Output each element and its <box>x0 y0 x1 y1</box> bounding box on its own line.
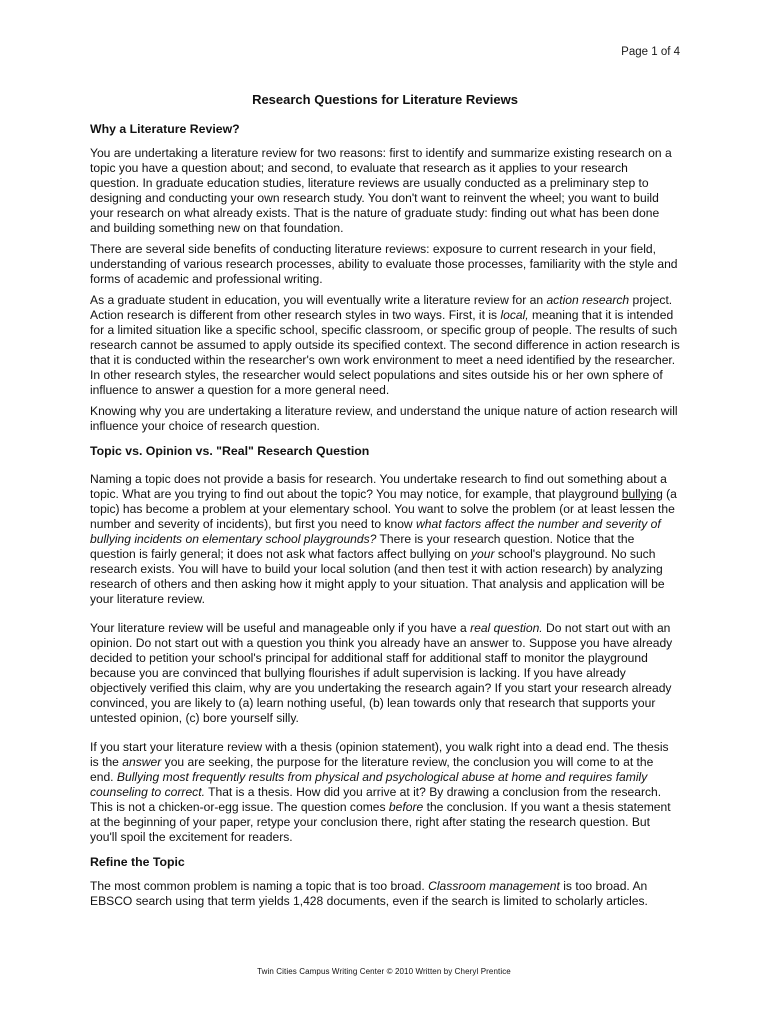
document-title: Research Questions for Literature Reviews <box>252 92 518 107</box>
paragraph: Naming a topic does not provide a basis for research. You undertake research to find out something about a topic. What are you trying to find out about the topic? You may notice, for example, that playground bullying (a topic) has become a problem at your elementary school. You want to solve the problem (or at least lessen the number and severity of incidents), but first you need to know what factors affect the number and severity of bullying incidents on elementary school playgrounds? There is your research question. Notice that the question is fairly general; it does not ask what factors affect bullying on your school's playground. No such research exists. You will have to build your local solution (and then test it with action research) by analyzing research of others and then asking how it might apply to your situation. That analysis and application will be your literature review. <box>90 472 677 606</box>
paragraph: There are several side benefits of conducting literature reviews: exposure to current research in your field, understanding of various research processes, ability to evaluate those processes, familiarity with the style and forms of academic and professional writing. <box>90 242 678 286</box>
paragraph: If you start your literature review with a thesis (opinion statement), you walk right into a dead end. The thesis is the answer you are seeking, the purpose for the literature review, the conclusion you will come to at the end. Bullying most frequently results from physical and psychological abuse at home and requires family counseling to correct. That is a thesis. How did you arrive at it? By drawing a conclusion from the research. This is not a chicken-or-egg issue. The question comes before the conclusion. If you want a thesis statement at the beginning of your paper, retype your conclusion there, right after stating the research question. But you'll spoil the excitement for readers. <box>90 740 671 844</box>
page-number: Page 1 of 4 <box>621 46 680 58</box>
paragraph: As a graduate student in education, you will eventually write a literature review for an action research project. Action research is different from other research styles in two ways. First, it is local, meaning that it is intended for a limited situation like a specific school, specific classroom, or specific group of people. The results of such research cannot be assumed to apply outside its specified context. The second difference in action research is that it is conducted within the researcher's own work environment to meet a need identified by the researcher. In other research styles, the researcher would select populations and sites outside his or her own sphere of influence to answer a question for a more general need. <box>90 293 680 397</box>
section-heading-topic-vs-opinion: Topic vs. Opinion vs. "Real" Research Question <box>90 444 370 458</box>
document-body <box>90 92 680 915</box>
page-footer: Twin Cities Campus Writing Center © 2010 Written by Cheryl Prentice <box>257 967 511 976</box>
section-heading-why-literature-review: Why a Literature Review? <box>90 122 240 136</box>
paragraph: Your literature review will be useful and manageable only if you have a real question. Do not start out with an opinion. Do not start out with a question you think you already have an answer to. Suppose you have already decided to petition your school's principal for additional staff for additional staff to monitor the playground because you are convinced that bullying flourishes if adult supervision is lacking. If you have already objectively verified this claim, why are you undertaking the research again? If you start your research already convinced, you are likely to (a) learn nothing useful, (b) lean towards only that research that supports your untested opinion, (c) bore yourself silly. <box>90 621 673 725</box>
paragraph: Knowing why you are undertaking a literature review, and understand the unique nature of action research will influence your choice of research question. <box>90 404 678 433</box>
paragraph: You are undertaking a literature review for two reasons: first to identify and summarize existing research on a topic you have a question about; and second, to evaluate that research as it applies to your research question. In graduate education studies, literature reviews are usually conducted as a preliminary step to designing and conducting your own research study. You don't want to reinvent the wheel; you want to build your research on what already exists. That is the nature of graduate study: finding out what has been done and building something new on that foundation. <box>90 146 672 235</box>
section-heading-refine-topic: Refine the Topic <box>90 855 185 869</box>
paragraph: The most common problem is naming a topic that is too broad. Classroom management is too broad. An EBSCO search using that term yields 1,428 documents, even if the search is limited to scholarly articles. <box>90 879 648 908</box>
